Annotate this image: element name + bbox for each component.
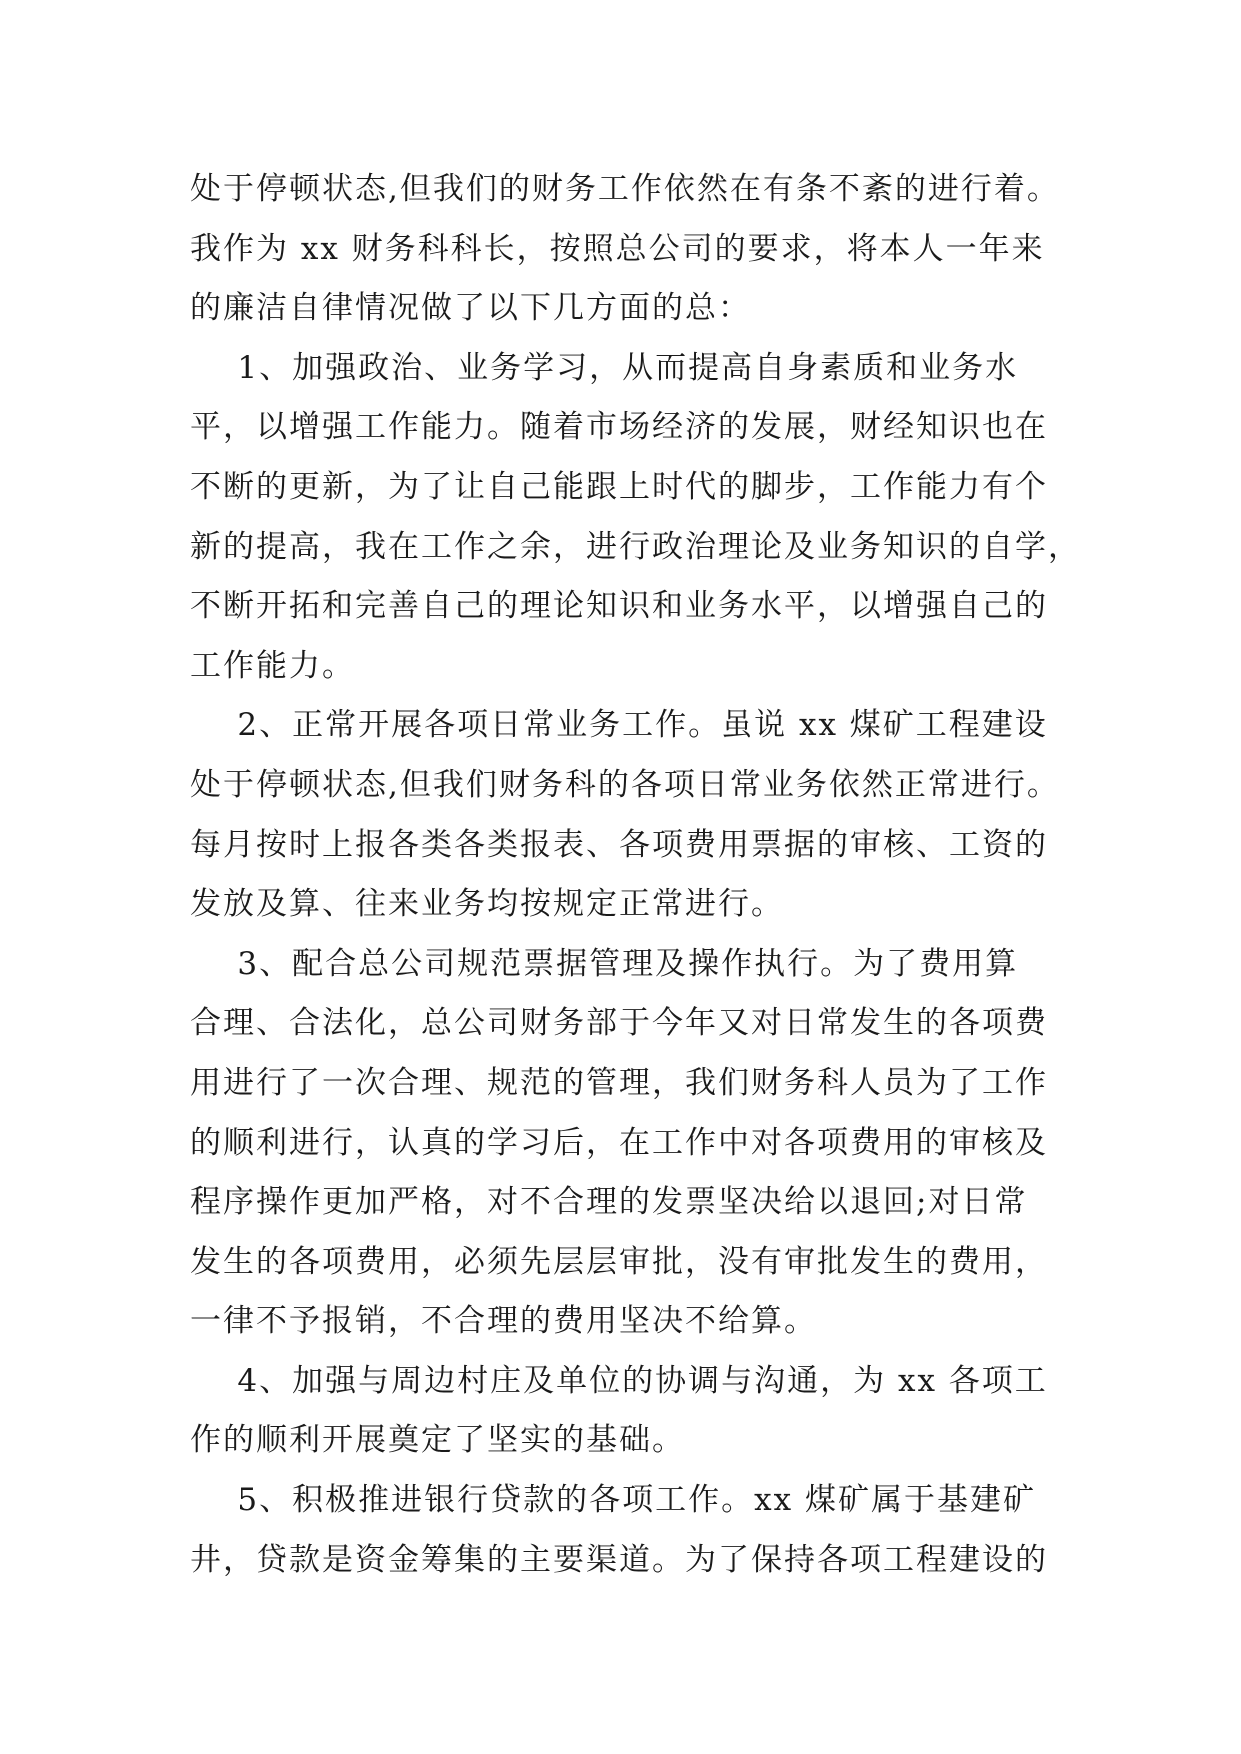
text-line: 工作能力。 (190, 647, 355, 684)
text-line: 发生的各项费用，必须先层层审批，没有审批发生的费用， (190, 1243, 1048, 1280)
text-line: 5、积极推进银行贷款的各项工作。xx 煤矿属于基建矿 (190, 1482, 1036, 1519)
text-line: 处于停顿状态,但我们财务科的各项日常业务依然正常进行。 (190, 766, 1060, 803)
text-line: 2、正常开展各项日常业务工作。虽说 xx 煤矿工程建设 (190, 707, 1048, 744)
text-line: 的顺利进行，认真的学习后，在工作中对各项费用的审核及 (190, 1124, 1048, 1161)
text-line: 的廉洁自律情况做了以下几方面的总： (190, 290, 751, 327)
text-line: 4、加强与周边村庄及单位的协调与沟通，为 xx 各项工 (190, 1362, 1048, 1399)
text-line: 1、加强政治、业务学习，从而提高自身素质和业务水 (190, 349, 1019, 386)
text-line: 作的顺利开展奠定了坚实的基础。 (190, 1422, 685, 1459)
text-line: 井，贷款是资金筹集的主要渠道。为了保持各项工程建设的 (190, 1541, 1048, 1578)
text-line: 合理、合法化，总公司财务部于今年又对日常发生的各项费 (190, 1005, 1048, 1042)
text-line: 程序操作更加严格，对不合理的发票坚决给以退回;对日常 (190, 1184, 1028, 1221)
text-line: 不断的更新，为了让自己能跟上时代的脚步，工作能力有个 (190, 468, 1048, 505)
text-line: 3、配合总公司规范票据管理及操作执行。为了费用算 (190, 945, 1019, 982)
text-line: 新的提高，我在工作之余，进行政治理论及业务知识的自学， (190, 528, 1081, 565)
text-line: 处于停顿状态,但我们的财务工作依然在有条不紊的进行着。 (190, 171, 1060, 207)
body-text (190, 160, 1090, 1590)
text-line: 不断开拓和完善自己的理论知识和业务水平，以增强自己的 (190, 588, 1048, 625)
text-line: 一律不予报销，不合理的费用坚决不给算。 (190, 1303, 817, 1340)
text-line: 发放及算、往来业务均按规定正常进行。 (190, 886, 784, 923)
text-line: 平，以增强工作能力。随着市场经济的发展，财经知识也在 (190, 409, 1048, 446)
text-line: 每月按时上报各类各类报表、各项费用票据的审核、工资的 (190, 826, 1048, 863)
text-line: 用进行了一次合理、规范的管理，我们财务科人员为了工作 (190, 1064, 1048, 1101)
text-line: 我作为 xx 财务科科长，按照总公司的要求，将本人一年来 (190, 230, 1045, 267)
